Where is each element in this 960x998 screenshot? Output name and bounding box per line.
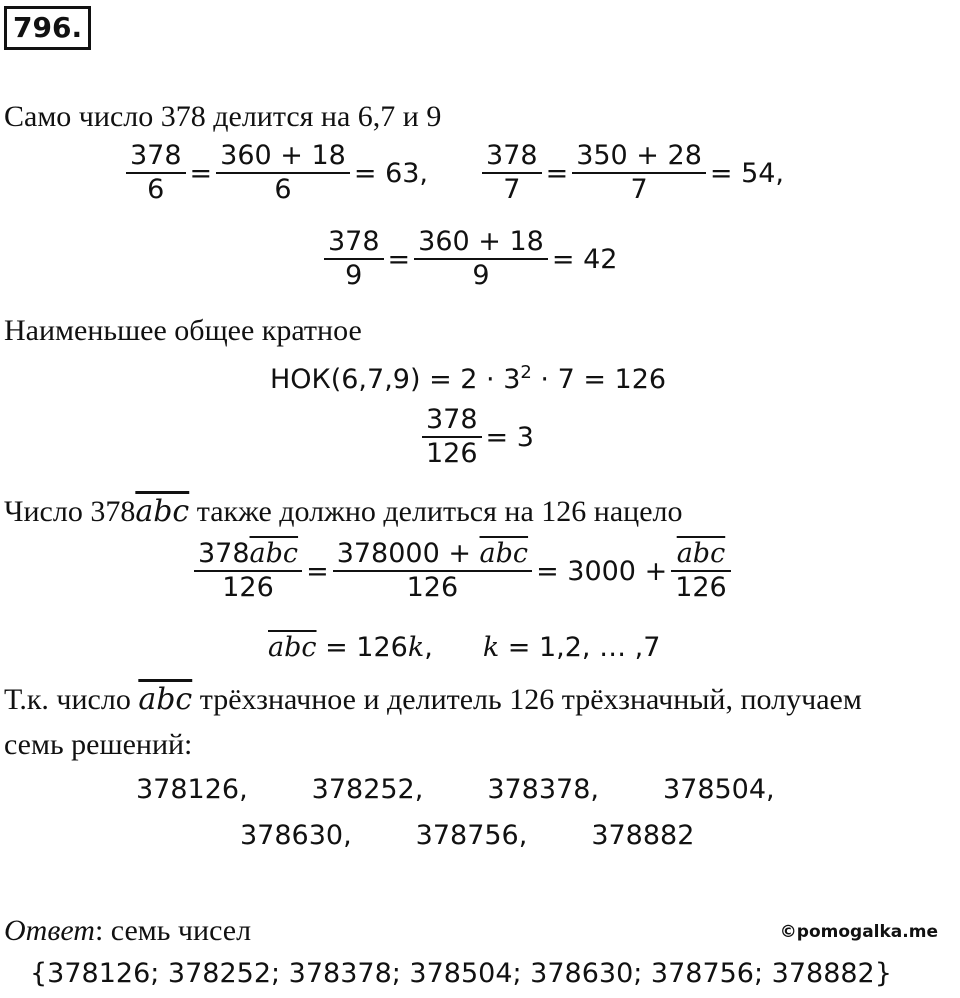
equation-division-9: $\frac{378}{9}$ = $\frac{360 + 18}{9}$ = 42 xyxy=(320,226,617,293)
fraction: $\frac{360 + 18}{6}$ xyxy=(216,140,350,207)
equation-abc-division: $\frac{378\overline{abc}}{126}$ = $\frac{378000 + \overline{abc}}{126}$ = 3000 + $\frac{\overline{abc}}{126}$ xyxy=(190,538,735,605)
fraction: $\frac{378}{9}$ xyxy=(324,226,384,293)
lcm-label: Наименьшее общее кратное xyxy=(4,314,362,347)
lcm-equation: $НОК(6,7,9) = 2 \cdot 3^2 \cdot 7 = 126$ xyxy=(270,362,667,395)
solutions-row-1 xyxy=(136,774,775,805)
fraction: $\frac{\overline{abc}}{126}$ xyxy=(671,538,731,605)
solution-value: 378378, xyxy=(487,774,599,805)
solution-value: 378756, xyxy=(415,820,528,851)
answer-set: {378126; 378252; 378378; 378504; 378630; 378756; 378882} xyxy=(30,958,892,989)
solution-value: 378252, xyxy=(311,774,424,805)
abc-equals-126k: $\overline{abc} = 126k$, k = 1,2, … ,7 xyxy=(268,632,661,663)
equation-division-6-7: $\frac{378}{6}$ = $\frac{360 + 18}{6}$ = 63, $\frac{378}{7}$ = $\frac{350 + 28}{7}$ = 54, xyxy=(122,140,784,207)
solution-value: 378504, xyxy=(662,774,775,805)
fraction: $\frac{350 + 28}{7}$ xyxy=(572,140,706,207)
fraction: $\frac{378}{6}$ xyxy=(126,140,186,207)
ratio-equation: $\frac{378}{126}$ = 3 xyxy=(418,404,534,471)
answer-line: Ответ: семь чисел xyxy=(4,914,252,947)
solutions-row-2 xyxy=(240,820,694,851)
solution-value: 378882 xyxy=(591,820,695,851)
divisibility-statement: Число $378\overline{abc}$ также должно делиться на 126 нацело xyxy=(4,494,683,529)
fraction: $\frac{378000 + \overline{abc}}{126}$ xyxy=(333,538,532,605)
solution-value: 378126, xyxy=(136,774,248,805)
conclusion-line-1: Т.к. число $\overline{abc}$ трёхзначное и делитель 126 трёхзначный, получаем xyxy=(4,682,862,717)
conclusion-line-2: семь решений: xyxy=(4,728,193,761)
watermark: ©pomogalka.me xyxy=(779,922,938,942)
answer-label: Ответ xyxy=(4,914,95,947)
fraction: $\frac{378}{7}$ xyxy=(482,140,542,207)
fraction: $\frac{378\overline{abc}}{126}$ xyxy=(194,538,302,605)
fraction: $\frac{360 + 18}{9}$ xyxy=(414,226,548,293)
fraction: $\frac{378}{126}$ xyxy=(422,404,482,471)
intro-text: Само число 378 делится на 6,7 и 9 xyxy=(4,100,442,133)
problem-number: 796. xyxy=(4,6,91,50)
solution-value: 378630, xyxy=(240,820,352,851)
